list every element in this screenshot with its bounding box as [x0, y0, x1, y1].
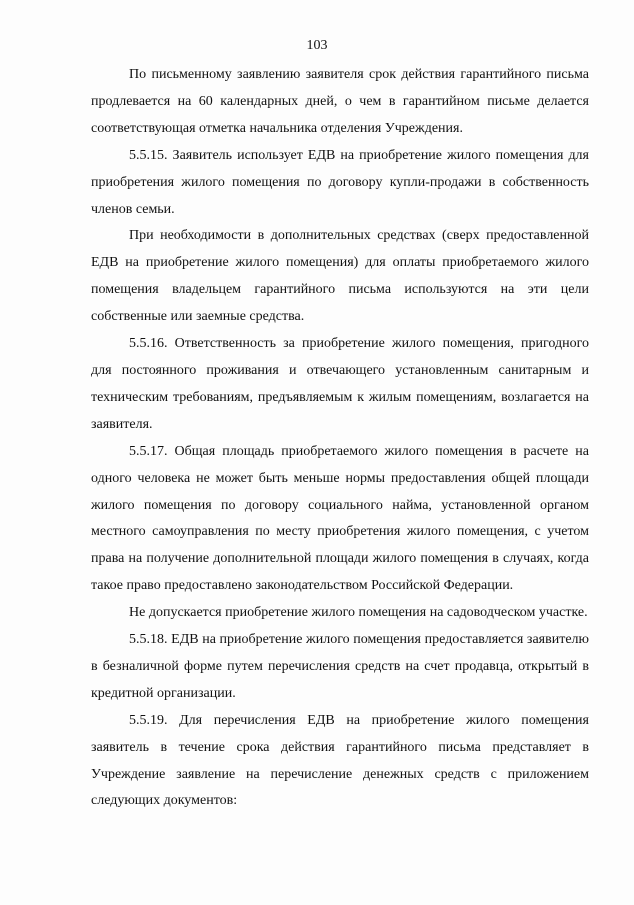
paragraph-guarantee-extension: По письменному заявлению заявителя срок действия гарантийного письма продлевается на 60 календарных дней, о чем в гарантийном письме делается соответствующая отметка начальника отделения Учреждения. [91, 67, 589, 136]
paragraph-additional-funds: При необходимости в дополнительных средствах (сверх предоставленной ЕДВ на приобретение жилого помещения) для оплаты приобретаемого жилого помещения владельцем гарантийного письма используются на эти цели собственные или заемные средства. [91, 228, 589, 325]
paragraph-5-5-19: 5.5.19. Для перечисления ЕДВ на приобретение жилого помещения заявитель в течение срока действия гарантийного письма представляет в Учреждение заявление на перечисление денежных средств с приложением следующих документов: [91, 712, 589, 809]
page-number: 103 [306, 38, 328, 53]
paragraph-5-5-17: 5.5.17. Общая площадь приобретаемого жилого помещения в расчете на одного человека не может быть меньше нормы предоставления общей площади жилого помещения по договору социального найма, установленной органом местного самоуправления по месту приобретения жилого помещения, с учетом права на получение дополнительной площади жилого помещения в случаях, когда такое право предоставлено законодательством Российской Федерации. [91, 443, 589, 594]
paragraph-5-5-18: 5.5.18. ЕДВ на приобретение жилого помещения предоставляется заявителю в безналичной форме путем перечисления средств на счет продавца, открытый в кредитной организации. [91, 632, 589, 701]
paragraph-garden-plot: Не допускается приобретение жилого помещения на садоводческом участке. [129, 605, 588, 621]
paragraph-5-5-16: 5.5.16. Ответственность за приобретение жилого помещения, пригодного для постоянного проживания и отвечающего установленным санитарным и техническим требованиям, предъявляемым к жилым помещениям, возлагается на заявителя. [91, 336, 589, 432]
document-body [91, 62, 589, 815]
paragraph-5-5-15: 5.5.15. Заявитель использует ЕДВ на приобретение жилого помещения для приобретения жилого помещения по договору купли-продажи в собственность членов семьи. [91, 147, 589, 217]
